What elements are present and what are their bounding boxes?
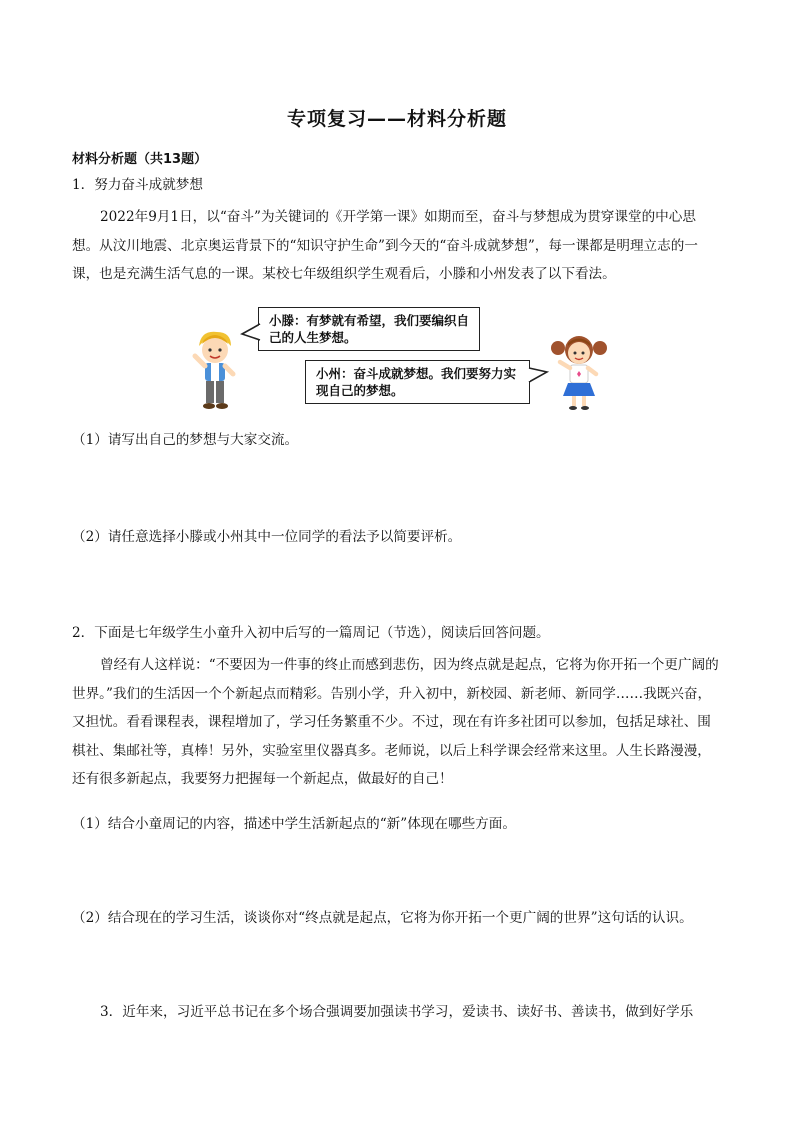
- bubble-right-text: 小州：奋斗成就梦想。我们要努力实现自己的梦想。: [316, 366, 517, 398]
- question-2-sub-2: （2）结合现在的学习生活，谈谈你对“终点就是起点，它将为你开拓一个更广阔的世界”这句话的认识。: [72, 910, 693, 926]
- question-1-sub-2: （2）请任意选择小滕或小州其中一位同学的看法予以简要评析。: [72, 529, 462, 545]
- bubble-left-tail: [240, 322, 262, 344]
- question-1-paragraph: 2022年9月1日，以“奋斗”为关键词的《开学第一课》如期而至，奋斗与梦想成为贯穿课堂的中心思想。从汶川地震、北京奥运背景下的“知识守护生命”到今天的“奋斗成就梦想”，每一课都是明理立志的一课，也是充满生活气息的一课。某校七年级组织学生观看后，小滕和小州发表了以下看法。: [72, 209, 698, 282]
- speech-bubble-left: [258, 307, 480, 351]
- bubble-right-tail: [527, 364, 549, 386]
- question-2-heading: 2．下面是七年级学生小童升入初中后写的一篇周记（节选），阅读后回答问题。: [72, 625, 550, 641]
- question-1-sub-1: （1）请写出自己的梦想与大家交流。: [72, 432, 299, 448]
- question-2-material: [72, 651, 722, 794]
- bubble-left-text: 小滕：有梦就有希望，我们要编织自己的人生梦想。: [269, 313, 470, 345]
- question-1-material: [72, 203, 722, 289]
- section-heading: 材料分析题（共13题）: [72, 152, 208, 167]
- page-title: 专项复习——材料分析题: [286, 108, 507, 130]
- question-2-sub-1: （1）结合小童周记的内容，描述中学生活新起点的“新”体现在哪些方面。: [72, 816, 516, 832]
- speech-bubble-right: [305, 360, 530, 404]
- question-3-heading: 3．近年来，习近平总书记在多个场合强调要加强读书学习，爱读书、读好书、善读书，做到好学乐: [100, 1004, 694, 1020]
- girl-figure-image: [548, 330, 610, 412]
- question-1-heading: 1．努力奋斗成就梦想: [72, 177, 203, 193]
- boy-figure-image: [185, 326, 245, 412]
- question-2-paragraph: 曾经有人这样说：“不要因为一件事的终止而感到悲伤，因为终点就是起点，它将为你开拓一个更广阔的世界。”我们的生活因一个个新起点而精彩。告别小学，升入初中，新校园、新老师、新同学……我既兴奋，又担忧。看看课程表，课程增加了，学习任务繁重不少。不过，现在有许多社团可以参加，包括足球社、围棋社、集邮社等，真棒！另外，实验室里仪器真多。老师说，以后上科学课会经常来这里。人生长路漫漫，还有很多新起点，我要努力把握每一个新起点，做最好的自己！: [72, 657, 719, 787]
